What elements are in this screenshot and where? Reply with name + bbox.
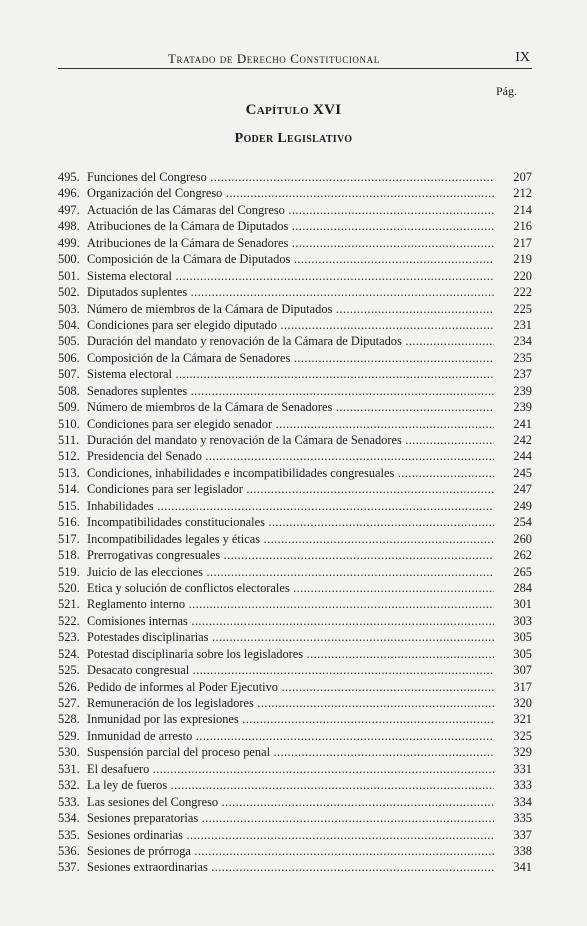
entry-title: Diputados suplentes ..... xyxy=(87,284,494,300)
running-title: Tratado de Derecho Constitucional xyxy=(168,51,380,66)
entry-page: 341 xyxy=(513,860,532,875)
entry-number: 532. xyxy=(58,778,80,793)
entry-title: Número de miembros de la Cámara de Diputados ..... xyxy=(87,301,494,317)
entry-title: Condiciones para ser elegido diputado ..... xyxy=(87,317,494,333)
toc-list xyxy=(58,169,532,876)
toc-entry xyxy=(58,366,532,382)
toc-entry xyxy=(58,794,532,810)
entry-page: 235 xyxy=(513,350,532,365)
entry-page: 207 xyxy=(513,170,532,184)
entry-number: 514. xyxy=(58,482,80,497)
entry-number: 495. xyxy=(58,170,80,184)
entry-page: 239 xyxy=(513,400,532,415)
toc-entry xyxy=(58,728,532,744)
toc-entry xyxy=(58,498,532,514)
entry-page: 245 xyxy=(513,465,532,480)
entry-title: Sistema electoral ..... xyxy=(87,366,494,382)
toc-entry xyxy=(58,859,532,875)
toc-entry xyxy=(58,613,532,629)
entry-title: Las sesiones del Congreso ..... xyxy=(87,794,494,810)
entry-number: 501. xyxy=(58,268,80,283)
entry-number: 504. xyxy=(58,317,80,332)
entry-number: 500. xyxy=(58,252,80,267)
toc-entry xyxy=(58,185,532,201)
entry-page: 303 xyxy=(513,613,532,628)
entry-number: 518. xyxy=(58,548,80,563)
entry-title: Sesiones preparatorias ..... xyxy=(87,810,494,826)
page-column-label: Pág. xyxy=(496,84,517,98)
entry-page: 244 xyxy=(513,449,532,464)
toc-entry xyxy=(58,481,532,497)
entry-page: 260 xyxy=(513,531,532,546)
entry-number: 499. xyxy=(58,235,80,250)
toc-entry xyxy=(58,218,532,234)
entry-title: Potestades disciplinarias ..... xyxy=(87,629,494,645)
toc-entry xyxy=(58,251,532,267)
entry-page: 231 xyxy=(513,317,532,332)
entry-page: 247 xyxy=(513,482,532,497)
entry-title: Condiciones, inhabilidades e incompatibilidades congresuales ..... xyxy=(87,465,494,481)
entry-page: 239 xyxy=(513,383,532,398)
entry-number: 533. xyxy=(58,794,80,809)
toc-entry xyxy=(58,744,532,760)
entry-title: Inmunidad de arresto ..... xyxy=(87,728,494,744)
entry-title: Presidencia del Senado ..... xyxy=(87,448,494,464)
entry-page: 237 xyxy=(513,367,532,382)
entry-page: 320 xyxy=(513,696,532,710)
entry-number: 520. xyxy=(58,580,80,595)
entry-number: 519. xyxy=(58,564,80,579)
entry-page: 254 xyxy=(513,515,532,530)
entry-title: Comisiones internas ..... xyxy=(87,613,494,629)
entry-number: 525. xyxy=(58,663,80,678)
entry-title: Atribuciones de la Cámara de Senadores ..... xyxy=(87,235,494,251)
entry-page: 241 xyxy=(513,416,532,431)
toc-entry xyxy=(58,301,532,317)
entry-title: Desacato congresual ..... xyxy=(87,662,494,678)
entry-number: 511. xyxy=(58,433,80,447)
entry-number: 505. xyxy=(58,334,80,349)
entry-number: 535. xyxy=(58,827,80,842)
toc-entry xyxy=(58,317,532,333)
entry-page: 249 xyxy=(513,498,532,513)
entry-number: 517. xyxy=(58,531,80,546)
entry-number: 536. xyxy=(58,843,80,858)
entry-title: Juicio de las elecciones ..... xyxy=(87,564,494,580)
entry-page: 265 xyxy=(513,564,532,579)
entry-number: 522. xyxy=(58,613,80,628)
entry-page: 307 xyxy=(513,663,532,678)
toc-entry xyxy=(58,416,532,432)
entry-title: Condiciones para ser legislador ..... xyxy=(87,481,494,497)
toc-entry xyxy=(58,843,532,859)
entry-title: Duración del mandato y renovación de la Cámara de Diputados ..... xyxy=(87,333,494,349)
entry-number: 529. xyxy=(58,728,80,743)
toc-entry xyxy=(58,580,532,596)
entry-number: 527. xyxy=(58,696,80,710)
entry-page: 333 xyxy=(513,778,532,793)
toc-entry xyxy=(58,531,532,547)
toc-entry xyxy=(58,448,532,464)
entry-number: 510. xyxy=(58,416,80,431)
toc-entry xyxy=(58,827,532,843)
entry-number: 516. xyxy=(58,515,80,530)
toc-entry xyxy=(58,268,532,284)
entry-title: Prerrogativas congresuales ..... xyxy=(87,547,494,563)
entry-page: 305 xyxy=(513,630,532,645)
entry-number: 524. xyxy=(58,646,80,661)
toc-entry xyxy=(58,432,532,448)
entry-title: Sesiones extraordinarias ..... xyxy=(87,859,494,875)
toc-entry xyxy=(58,333,532,349)
entry-page: 216 xyxy=(513,219,532,234)
entry-title: Reglamento interno ..... xyxy=(87,596,494,612)
entry-number: 531. xyxy=(58,761,80,776)
entry-title: Composición de la Cámara de Senadores ..... xyxy=(87,350,494,366)
entry-page: 234 xyxy=(513,334,532,349)
toc-entry xyxy=(58,350,532,366)
toc-entry xyxy=(58,564,532,580)
entry-page: 225 xyxy=(513,301,532,316)
entry-number: 497. xyxy=(58,202,80,217)
entry-number: 537. xyxy=(58,860,80,875)
entry-page: 242 xyxy=(513,433,532,447)
entry-title: El desafuero ..... xyxy=(87,761,494,777)
entry-page: 335 xyxy=(513,811,532,826)
entry-title: Incompatibilidades legales y éticas ..... xyxy=(87,531,494,547)
entry-page: 331 xyxy=(513,761,532,776)
entry-title: Duración del mandato y renovación de la Cámara de Senadores ..... xyxy=(87,432,494,448)
entry-title: Sistema electoral ..... xyxy=(87,268,494,284)
entry-number: 502. xyxy=(58,285,80,300)
entry-title: Senadores suplentes ..... xyxy=(87,383,494,399)
entry-page: 217 xyxy=(513,235,532,250)
entry-title: Inmunidad por las expresiones ..... xyxy=(87,711,494,727)
entry-number: 508. xyxy=(58,383,80,398)
entry-page: 338 xyxy=(513,843,532,858)
entry-title: La ley de fueros ..... xyxy=(87,777,494,793)
entry-number: 526. xyxy=(58,679,80,694)
entry-title: Sesiones ordinarias ..... xyxy=(87,827,494,843)
toc-entry xyxy=(58,465,532,481)
toc-entry xyxy=(58,202,532,218)
toc-entry xyxy=(58,810,532,826)
entry-page: 222 xyxy=(513,285,532,300)
entry-page: 301 xyxy=(513,597,532,612)
entry-page: 219 xyxy=(513,252,532,267)
toc-entry xyxy=(58,662,532,678)
page-number: IX xyxy=(515,50,530,65)
toc-entry xyxy=(58,679,532,695)
entry-title: Incompatibilidades constitucionales ..... xyxy=(87,514,494,530)
toc-entry xyxy=(58,646,532,662)
toc-entry xyxy=(58,761,532,777)
entry-number: 515. xyxy=(58,498,80,513)
toc-entry xyxy=(58,383,532,399)
entry-page: 305 xyxy=(513,646,532,661)
entry-page: 284 xyxy=(513,580,532,595)
entry-number: 513. xyxy=(58,465,80,480)
entry-number: 509. xyxy=(58,400,80,415)
entry-number: 521. xyxy=(58,597,80,612)
toc-entry xyxy=(58,777,532,793)
entry-title: Condiciones para ser elegido senador ..... xyxy=(87,416,494,432)
entry-page: 212 xyxy=(513,186,532,201)
entry-title: Potestad disciplinaria sobre los legisladores ..... xyxy=(87,646,494,662)
entry-number: 503. xyxy=(58,301,80,316)
entry-page: 214 xyxy=(513,202,532,217)
toc-entry xyxy=(58,399,532,415)
toc-entry xyxy=(58,711,532,727)
entry-title: Pedido de informes al Poder Ejecutivo ..... xyxy=(87,679,494,695)
toc-entry xyxy=(58,629,532,645)
entry-number: 507. xyxy=(58,367,80,382)
toc-entry xyxy=(58,514,532,530)
entry-title: Sesiones de prórroga ..... xyxy=(87,843,494,859)
entry-title: Etica y solución de conflictos electorales ..... xyxy=(87,580,494,596)
running-header xyxy=(58,50,532,69)
entry-number: 534. xyxy=(58,811,80,826)
entry-number: 496. xyxy=(58,186,80,201)
toc-entry xyxy=(58,169,532,185)
entry-number: 528. xyxy=(58,712,80,727)
section-heading: Poder Legislativo xyxy=(234,131,353,146)
entry-title: Composición de la Cámara de Diputados ..... xyxy=(87,251,494,267)
entry-number: 498. xyxy=(58,219,80,234)
entry-title: Organización del Congreso ..... xyxy=(87,185,494,201)
entry-page: 337 xyxy=(513,827,532,842)
toc-entry xyxy=(58,695,532,711)
toc-entry xyxy=(58,596,532,612)
entry-page: 325 xyxy=(513,728,532,743)
entry-title: Número de miembros de la Cámara de Senadores ..... xyxy=(87,399,494,415)
entry-title: Atribuciones de la Cámara de Diputados ..... xyxy=(87,218,494,234)
entry-number: 506. xyxy=(58,350,80,365)
entry-page: 334 xyxy=(513,794,532,809)
entry-page: 220 xyxy=(513,268,532,283)
entry-page: 262 xyxy=(513,548,532,563)
entry-page: 329 xyxy=(513,745,532,760)
toc-entry xyxy=(58,547,532,563)
entry-page: 317 xyxy=(513,679,532,694)
entry-title: Funciones del Congreso ..... xyxy=(87,169,494,185)
chapter-heading: Capítulo XVI xyxy=(245,102,342,118)
entry-number: 530. xyxy=(58,745,80,760)
entry-page: 321 xyxy=(513,712,532,727)
entry-title: Inhabilidades ..... xyxy=(87,498,494,514)
entry-title: Remuneración de los legisladores ..... xyxy=(87,695,494,711)
entry-number: 512. xyxy=(58,449,80,464)
toc-entry xyxy=(58,235,532,251)
entry-title: Suspensión parcial del proceso penal ..... xyxy=(87,744,494,760)
toc-entry xyxy=(58,284,532,300)
entry-number: 523. xyxy=(58,630,80,645)
entry-title: Actuación de las Cámaras del Congreso ..... xyxy=(87,202,494,218)
